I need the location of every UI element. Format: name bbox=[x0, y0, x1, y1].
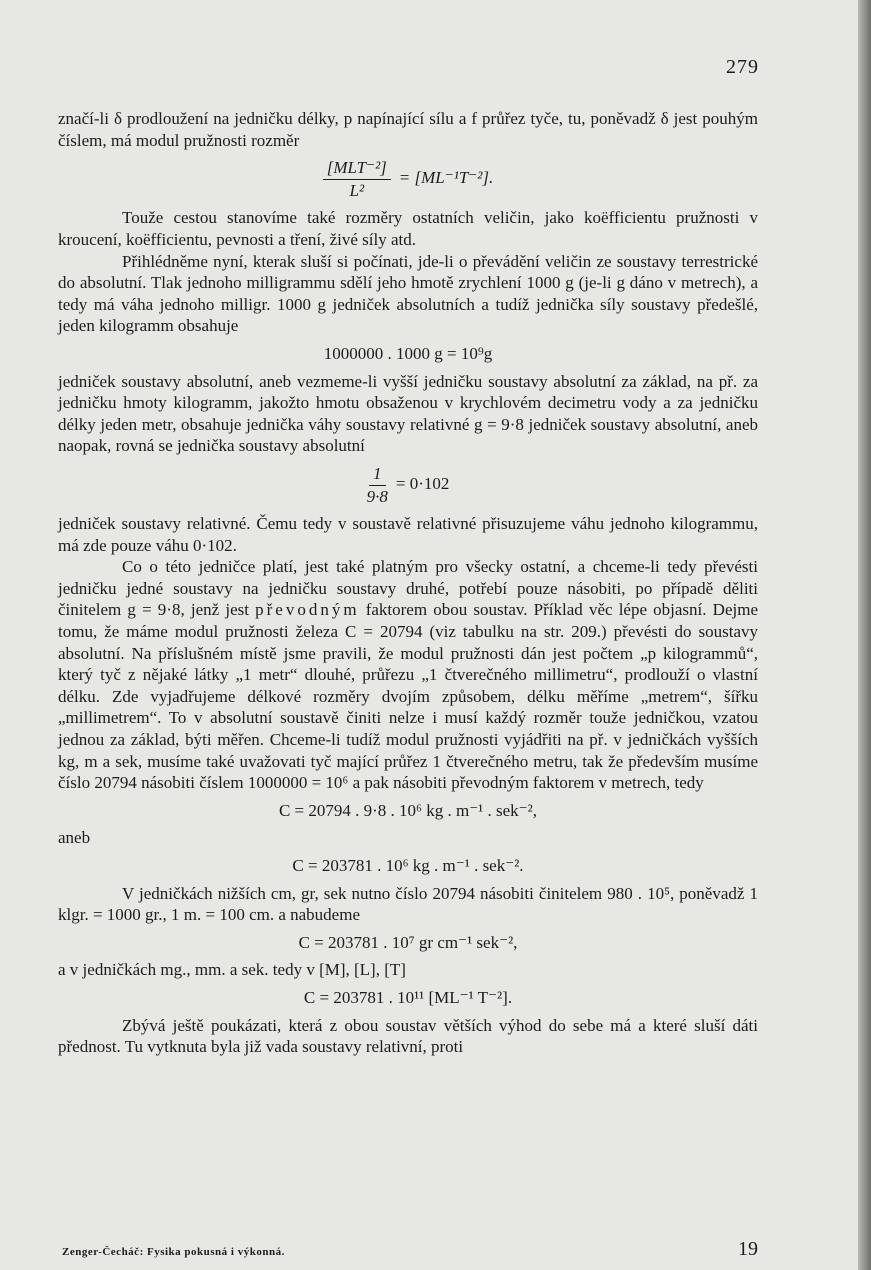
formula-numerator: 1 bbox=[369, 463, 386, 486]
formula-rhs: = 0·102 bbox=[395, 473, 450, 493]
paragraph-part: Co o této jedničce platí, jest také platným pro všecky ostatní, a chceme-li tedy převésti jedničku jedné soustavy na jedničku soustavy druhé, potřebí pouze násobiti, po případě děliti činitelem g = 9·8, jenž jest bbox=[58, 557, 758, 620]
signature-mark: 19 bbox=[738, 1238, 758, 1260]
paragraph: jedniček soustavy absolutní, aneb vezmeme-li vyšší jedničku soustavy absolutní za základ, na př. za jedničku hmoty kilogramm, jakožto hmotu obsaženou v krychlovém decimetru vody a za jedničku délky jeden metr, obsahuje jednička váhy soustavy relativné g = 9·8 jedniček soustavy absolutní, aneb naopak, rovná se jednička soustavy absolutní bbox=[58, 371, 758, 456]
paragraph: a v jedničkách mg., mm. a sek. tedy v [M], [L], [T] bbox=[58, 960, 406, 980]
footer-citation: Zenger-Čecháč: Fysika pokusná i výkonná. bbox=[62, 1246, 285, 1258]
body-text bbox=[58, 108, 758, 1058]
paragraph: V jedničkách nižších cm, gr, sek nutno číslo 20794 násobiti činitelem 980 . 10⁵, poněvadž 1 klgr. = 1000 gr., 1 m. = 100 cm. a nabudeme bbox=[58, 883, 758, 925]
paragraph: Touže cestou stanovíme také rozměry ostatních veličin, jako koëfficientu pružnosti v kroucení, koëfficientu, pevnosti a tření, živé síly atd. bbox=[58, 208, 758, 249]
paragraph-part: faktorem obou soustav. Příklad věc lépe objasní. Dejme tomu, že máme modul pružnosti železa C = 20794 (viz tabulku na str. 209.) převésti do soustavy absolutní. Na příslušném místě jsme pravili, že modul pružnosti dán jest počtem „p kilogrammů“, který tyč z nějaké látky „1 metr“ dlouhé, průřezu „1 čtverečného millimetru“, prodlouží o vlastní délku. Zde vyjadřujeme délkové rozměry dvojím způsobem, délku měříme „metrem“, šířku „millimetrem“. To v absolutní soustavě činiti nelze i musí každý rozměr touže jedničkou, vzatou jednou za základ, býti měřen. Chceme-li tudíž modul pružnosti vyjádřiti na př. v jedničkách vyšších kg, m a sek, musíme také uvažovati tyč mající průřez 1 čtverečného metru, tak že především musíme číslo 20794 násobiti číslem 1000000 = 10⁶ a pak násobiti převodným faktorem v metrech, tedy bbox=[58, 600, 758, 793]
formula-modulus-dimension bbox=[58, 157, 758, 201]
page-footer bbox=[58, 1238, 758, 1266]
formula-c-meters-result: C = 203781 . 10⁶ kg . m⁻¹ . sek⁻². bbox=[292, 856, 524, 875]
formula-numerator: [MLT⁻²] bbox=[323, 157, 391, 180]
paragraph: Zbývá ještě poukázati, která z obou soustav větších výhod do sebe má a které sluší dáti přednost. Tu vytknuta byla již vada soustavy relativní, proti bbox=[58, 1015, 758, 1057]
formula-kilogram: 1000000 . 1000 g = 10⁹g bbox=[323, 343, 493, 363]
paragraph: jedniček soustavy relativné. Čemu tedy v soustavě relativné přisuzujeme váhu jednoho kilogrammu, má zde pouze váhu 0·102. bbox=[58, 514, 758, 555]
connector-word: aneb bbox=[58, 828, 91, 848]
formula-c-cgs: C = 203781 . 10⁷ gr cm⁻¹ sek⁻², bbox=[298, 932, 518, 952]
formula-denominator: L² bbox=[349, 180, 365, 200]
paragraph: Přihlédněme nyní, kterak sluší si počínati, jde-li o převádění veličin ze soustavy terrestrické do absolutní. Tlak jednoho milligrammu sdělí jeho hmotě zrychlení 1000 g (je-li g dáno v metrech), a tedy má váha jednoho milligr. 1000 g jedniček absolutních a tudíž jednička síly soustavy předešlé, jeden kilogramm obsahuje bbox=[58, 251, 758, 336]
formula-denominator: 9·8 bbox=[366, 486, 388, 506]
formula-rhs: = [ML⁻¹T⁻²]. bbox=[398, 168, 494, 188]
paragraph bbox=[58, 556, 758, 794]
emphasized-term: převodným bbox=[255, 600, 360, 620]
formula-c-meters: C = 20794 . 9·8 . 10⁶ kg . m⁻¹ . sek⁻², bbox=[278, 800, 538, 820]
formula-c-mg: C = 203781 . 10¹¹ [ML⁻¹ T⁻²]. bbox=[303, 987, 513, 1007]
paragraph: značí-li δ prodloužení na jedničku délky, p napínající sílu a f průřez tyče, tu, poněvadž δ jest pouhým číslem, má modul pružnosti rozměr bbox=[58, 109, 758, 150]
formula-reciprocal bbox=[58, 463, 758, 507]
page-edge bbox=[858, 0, 871, 1270]
page-number: 279 bbox=[726, 56, 759, 78]
